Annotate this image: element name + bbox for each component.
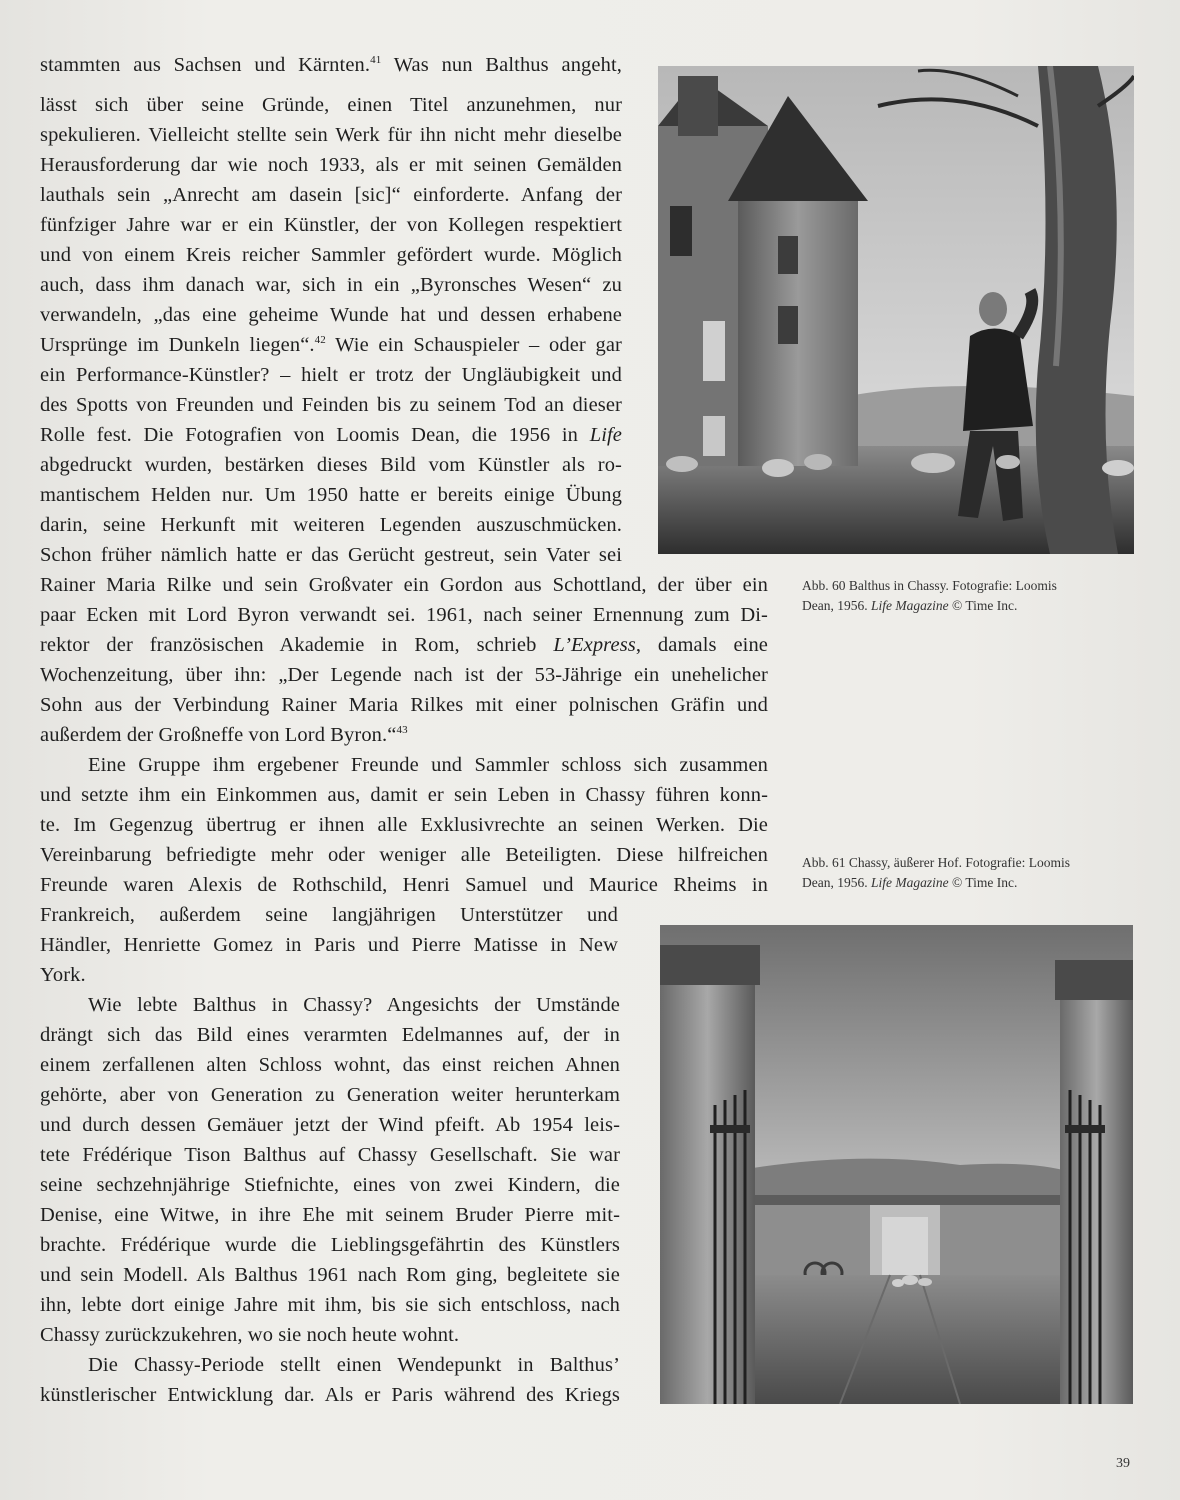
text-line: mantischem Helden nur. Um 1950 hatte er bereits einige Übung	[40, 484, 622, 506]
text-line: ihn, lebte dort einige Jahre mit ihm, bis sie sich entschloss, nach	[40, 1294, 620, 1316]
text-line: stammten aus Sachsen und Kärnten.$^{41}$ Was nun Balthus angeht,	[40, 54, 622, 76]
text-line: Rainer Maria Rilke und sein Großvater ein Gordon aus Schottland, der über ein	[40, 574, 768, 596]
text-line: Sohn aus der Verbindung Rainer Maria Rilkes mit einer polnischen Gräfin und	[40, 694, 768, 716]
text-line: auch, dass ihm danach war, sich in ein „Byronsches Wesen“ zu	[40, 274, 622, 296]
text-line: künstlerischer Entwicklung dar. Als er Paris während des Kriegs	[40, 1384, 620, 1406]
photo-balthus-image	[658, 66, 1134, 554]
text-line: paar Ecken mit Lord Byron verwandt sei. 1961, nach seiner Ernennung zum Di-	[40, 604, 768, 626]
text-line: Eine Gruppe ihm ergebener Freunde und Sammler schloss sich zusammen	[88, 754, 768, 776]
text-line: Denise, eine Witwe, in ihre Ehe mit seinem Bruder Pierre mit-	[40, 1204, 620, 1226]
text-line: Herausforderung dar wie noch 1933, als er mit seinen Gemälden	[40, 154, 622, 176]
text-line: Wie lebte Balthus in Chassy? Angesichts der Umstände	[88, 994, 620, 1016]
caption-line: Abb. 60 Balthus in Chassy. Fotografie: Loomis	[802, 578, 1057, 593]
text-line: verwandeln, „das eine geheime Wunde hat und dessen erhabene	[40, 304, 622, 326]
caption-line: Dean, 1956. Life Magazine © Time Inc.	[802, 875, 1018, 890]
text-line: Vereinbarung befriedigte mehr oder weniger alle Beteiligten. Diese hilfreichen	[40, 844, 768, 866]
text-line: Chassy zurückzukehren, wo sie noch heute wohnt.	[40, 1324, 460, 1346]
text-line: York.	[40, 964, 86, 986]
text-line: te. Im Gegenzug übertrug er ihnen alle Exklusivrechte an seinen Werken. Die	[40, 814, 768, 836]
text-line: Ursprünge im Dunkeln liegen“.$^{42}$ Wie ein Schauspieler – oder gar	[40, 334, 622, 356]
text-line: spekulieren. Vielleicht stellte sein Werk für ihn nicht mehr dieselbe	[40, 124, 622, 146]
text-line: fünfziger Jahre war er ein Künstler, der von Kollegen respektiert	[40, 214, 622, 236]
caption-line: Abb. 61 Chassy, äußerer Hof. Fotografie: Loomis	[802, 855, 1070, 870]
text-line: Wochenzeitung, über ihn: „Der Legende nach ist der 53-Jährige ein unehelicher	[40, 664, 768, 686]
text-line: Rolle fest. Die Fotografien von Loomis Dean, die 1956 in Life	[40, 424, 622, 446]
caption-fig61	[802, 853, 1070, 893]
text-line: und von einem Kreis reicher Sammler gefördert wurde. Möglich	[40, 244, 622, 266]
text-line: und durch dessen Gemäuer jetzt der Wind pfeift. Ab 1954 leis-	[40, 1114, 620, 1136]
text-line: Schon früher nämlich hatte er das Gerücht gestreut, sein Vater sei	[40, 544, 622, 566]
text-line: ein Performance-Künstler? – hielt er trotz der Ungläubigkeit und	[40, 364, 622, 386]
text-line: und sein Modell. Als Balthus 1961 nach Rom ging, begleitete sie	[40, 1264, 620, 1286]
page-number: 39	[1116, 1456, 1130, 1471]
text-line: außerdem der Großneffe von Lord Byron.“$^{43}$	[40, 724, 408, 746]
text-line: lässt sich über seine Gründe, einen Titel anzunehmen, nur	[40, 94, 622, 116]
text-line: Händler, Henriette Gomez in Paris und Pierre Matisse in New	[40, 934, 618, 956]
text-line: drängt sich das Bild eines verarmten Edelmannes auf, der in	[40, 1024, 620, 1046]
photo-balthus-in-chassy	[658, 66, 1134, 554]
text-line: und setzte ihm ein Einkommen aus, damit er sein Leben in Chassy führen konn-	[40, 784, 768, 806]
text-line: rektor der französischen Akademie in Rom, schrieb L’Express, damals eine	[40, 634, 768, 656]
text-line: darin, seine Herkunft mit weiteren Legenden auszuschmücken.	[40, 514, 622, 536]
text-line: brachte. Frédérique wurde die Lieblingsgefährtin des Künstlers	[40, 1234, 620, 1256]
text-line: seine sechzehnjährige Stiefnichte, eines von zwei Kindern, die	[40, 1174, 620, 1196]
text-line: des Spotts von Freunden und Feinden bis zu seinem Tod an dieser	[40, 394, 622, 416]
photo-courtyard-image	[660, 925, 1133, 1404]
text-line: lauthals sein „Anrecht am dasein [sic]“ einforderte. Anfang der	[40, 184, 622, 206]
text-line: einem zerfallenen alten Schloss wohnt, das einst reichen Ahnen	[40, 1054, 620, 1076]
caption-line: Dean, 1956. Life Magazine © Time Inc.	[802, 598, 1018, 613]
photo-chassy-courtyard	[660, 925, 1133, 1404]
text-line: tete Frédérique Tison Balthus auf Chassy Gesellschaft. Sie war	[40, 1144, 620, 1166]
text-line: Die Chassy-Periode stellt einen Wendepunkt in Balthus’	[88, 1354, 620, 1376]
text-line: gehörte, aber von Generation zu Generation weiter herunterkam	[40, 1084, 620, 1106]
caption-fig60	[802, 576, 1057, 616]
text-line: Frankreich, außerdem seine langjährigen Unterstützer und	[40, 904, 618, 926]
text-line: abgedruckt wurden, bestärken dieses Bild vom Künstler als ro-	[40, 454, 622, 476]
text-line: Freunde waren Alexis de Rothschild, Henri Samuel und Maurice Rheims in	[40, 874, 768, 896]
